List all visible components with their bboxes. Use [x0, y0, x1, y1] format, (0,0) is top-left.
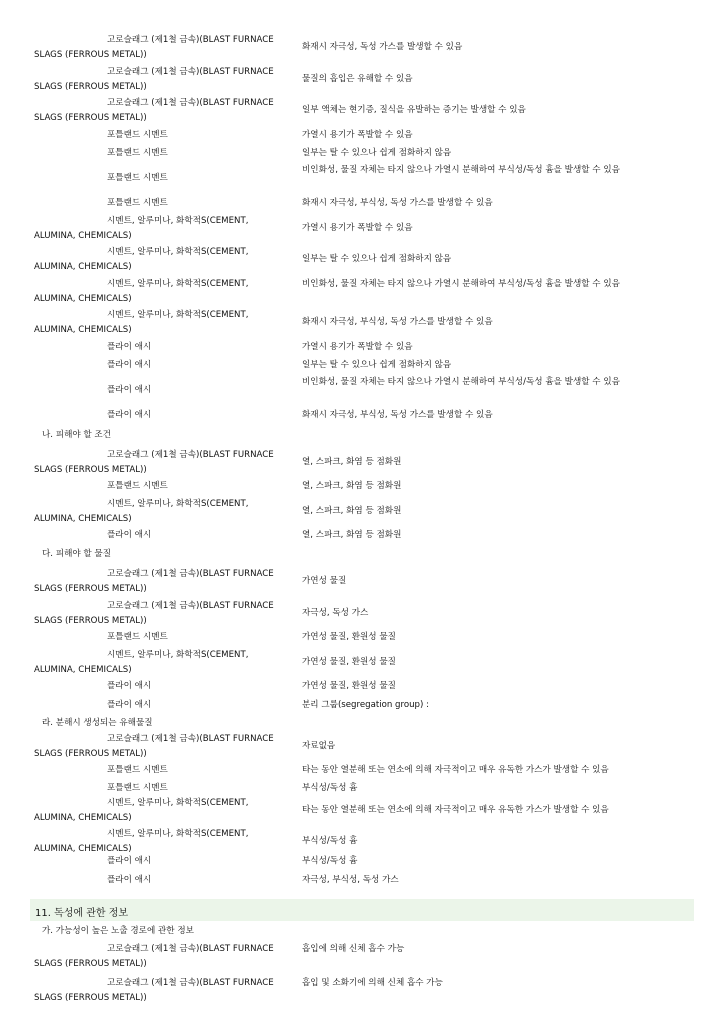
substance-name: 시멘트, 알루미나, 화학적S(CEMENT, ALUMINA, CHEMICALS): [34, 650, 249, 675]
substance-name: 포틀랜드 시멘트: [107, 130, 168, 140]
substance-name: 고로슬래그 (제1철 금속)(BLAST FURNACE SLAGS (FERROUS METAL)): [34, 98, 274, 123]
substance-name: 고로슬래그 (제1철 금속)(BLAST FURNACE SLAGS (FERROUS METAL)): [34, 35, 274, 60]
decomposition-value: 부식성/독성 흄: [302, 856, 358, 866]
subheading-decomposition-products: 라. 분해시 생성되는 유해물질: [42, 718, 153, 728]
substance-name: 시멘트, 알루미나, 화학적S(CEMENT, ALUMINA, CHEMICALS): [34, 216, 249, 241]
substance-name: 포틀랜드 시멘트: [107, 198, 168, 208]
decomposition-value: 부식성/독성 흄: [302, 836, 358, 846]
hazard-value: 화재시 자극성, 부식성, 독성 가스를 발생할 수 있음: [302, 317, 493, 327]
hazard-value: 일부 액체는 현기증, 질식을 유발하는 증기는 발생할 수 있음: [302, 105, 526, 115]
substance-name: 시멘트, 알루미나, 화학적S(CEMENT, ALUMINA, CHEMICALS): [34, 279, 249, 304]
substance-name: 고로슬래그 (제1철 금속)(BLAST FURNACE SLAGS (FERROUS METAL)): [34, 944, 274, 969]
section-header-toxicology: [30, 899, 694, 921]
substance-name: 포틀랜드 시멘트: [107, 783, 168, 793]
substance-name: 고로슬래그 (제1철 금속)(BLAST FURNACE SLAGS (FERROUS METAL)): [34, 978, 274, 1003]
substance-name: 플라이 애시: [107, 856, 152, 866]
decomposition-value: 자극성, 부식성, 독성 가스: [302, 875, 399, 885]
hazard-value: 일부는 탈 수 있으나 쉽게 점화하지 않음: [302, 254, 452, 264]
hazard-value: 비인화성, 물질 자체는 타지 않으나 가열시 분해하여 부식성/독성 흄을 발생할 수 있음: [302, 165, 620, 175]
hazard-value: 화재시 자극성, 부식성, 독성 가스를 발생할 수 있음: [302, 198, 493, 208]
hazard-value: 가열시 용기가 폭발할 수 있음: [302, 130, 413, 140]
substance-name: 고로슬래그 (제1철 금속)(BLAST FURNACE SLAGS (FERROUS METAL)): [34, 450, 274, 475]
substance-name: 고로슬래그 (제1철 금속)(BLAST FURNACE SLAGS (FERROUS METAL)): [34, 734, 274, 759]
substance-name: 플라이 애시: [107, 360, 152, 370]
condition-value: 열, 스파크, 화염 등 점화원: [302, 481, 402, 491]
substance-name: 시멘트, 알루미나, 화학적S(CEMENT, ALUMINA, CHEMICALS): [34, 310, 249, 335]
substance-name: 시멘트, 알루미나, 화학적S(CEMENT, ALUMINA, CHEMICALS): [34, 798, 249, 823]
hazard-value: 화재시 자극성, 부식성, 독성 가스를 발생할 수 있음: [302, 410, 493, 420]
substance-name: 플라이 애시: [107, 410, 152, 420]
substance-name: 플라이 애시: [107, 342, 152, 352]
decomposition-value: 타는 동안 열분해 또는 연소에 의해 자극적이고 매우 유독한 가스가 발생할 수 있음: [302, 765, 609, 775]
substance-name: 시멘트, 알루미나, 화학적S(CEMENT, ALUMINA, CHEMICALS): [34, 829, 249, 854]
hazard-value: 비인화성, 물질 자체는 타지 않으나 가열시 분해하여 부식성/독성 흄을 발생할 수 있음: [302, 279, 620, 289]
subheading-avoid-conditions: 나. 피해야 할 조건: [42, 430, 112, 440]
hazard-value: 일부는 탈 수 있으나 쉽게 점화하지 않음: [302, 148, 452, 158]
material-value: 가연성 물질, 환원성 물질: [302, 632, 396, 642]
hazard-value: 비인화성, 물질 자체는 타지 않으나 가열시 분해하여 부식성/독성 흄을 발생할 수 있음: [302, 377, 620, 387]
hazard-value: 일부는 탈 수 있으나 쉽게 점화하지 않음: [302, 360, 452, 370]
decomposition-value: 타는 동안 열분해 또는 연소에 의해 자극적이고 매우 유독한 가스가 발생할 수 있음: [302, 805, 609, 815]
substance-name: 포틀랜드 시멘트: [107, 632, 168, 642]
hazard-value: 가열시 용기가 폭발할 수 있음: [302, 342, 413, 352]
condition-value: 열, 스파크, 화염 등 점화원: [302, 506, 402, 516]
subheading-exposure-routes: 가. 가능성이 높은 노출 경로에 관한 정보: [42, 926, 194, 936]
substance-name: 포틀랜드 시멘트: [107, 481, 168, 491]
substance-name: 플라이 애시: [107, 385, 152, 395]
exposure-value: 흡입에 의해 신체 흡수 가능: [302, 944, 405, 954]
substance-name: 포틀랜드 시멘트: [107, 148, 168, 158]
exposure-value: 흡입 및 소화기에 의해 신체 흡수 가능: [302, 978, 443, 988]
substance-name: 고로슬래그 (제1철 금속)(BLAST FURNACE SLAGS (FERROUS METAL)): [34, 67, 274, 92]
section-title: 11. 독성에 관한 정보: [35, 908, 129, 919]
substance-name: 포틀랜드 시멘트: [107, 765, 168, 775]
condition-value: 열, 스파크, 화염 등 점화원: [302, 530, 402, 540]
hazard-value: 물질의 흡입은 유해할 수 있음: [302, 74, 413, 84]
substance-name: 고로슬래그 (제1철 금속)(BLAST FURNACE SLAGS (FERROUS METAL)): [34, 569, 274, 594]
substance-name: 플라이 애시: [107, 681, 152, 691]
material-value: 분리 그룹(segregation group) :: [302, 700, 429, 710]
substance-name: 시멘트, 알루미나, 화학적S(CEMENT, ALUMINA, CHEMICALS): [34, 499, 249, 524]
substance-name: 포틀랜드 시멘트: [107, 173, 168, 183]
material-value: 가연성 물질: [302, 576, 347, 586]
substance-name: 플라이 애시: [107, 530, 152, 540]
substance-name: 플라이 애시: [107, 875, 152, 885]
material-value: 가연성 물질, 환원성 물질: [302, 681, 396, 691]
decomposition-value: 자료없음: [302, 741, 336, 751]
hazard-value: 가열시 용기가 폭발할 수 있음: [302, 223, 413, 233]
condition-value: 열, 스파크, 화염 등 점화원: [302, 457, 402, 467]
hazard-value: 화재시 자극성, 독성 가스를 발생할 수 있음: [302, 42, 463, 52]
substance-name: 시멘트, 알루미나, 화학적S(CEMENT, ALUMINA, CHEMICALS): [34, 247, 249, 272]
material-value: 가연성 물질, 환원성 물질: [302, 657, 396, 667]
substance-name: 고로슬래그 (제1철 금속)(BLAST FURNACE SLAGS (FERROUS METAL)): [34, 601, 274, 626]
subheading-avoid-materials: 다. 피해야 할 물질: [42, 549, 112, 559]
decomposition-value: 부식성/독성 흄: [302, 783, 358, 793]
material-value: 자극성, 독성 가스: [302, 608, 369, 618]
substance-name: 플라이 애시: [107, 700, 152, 710]
